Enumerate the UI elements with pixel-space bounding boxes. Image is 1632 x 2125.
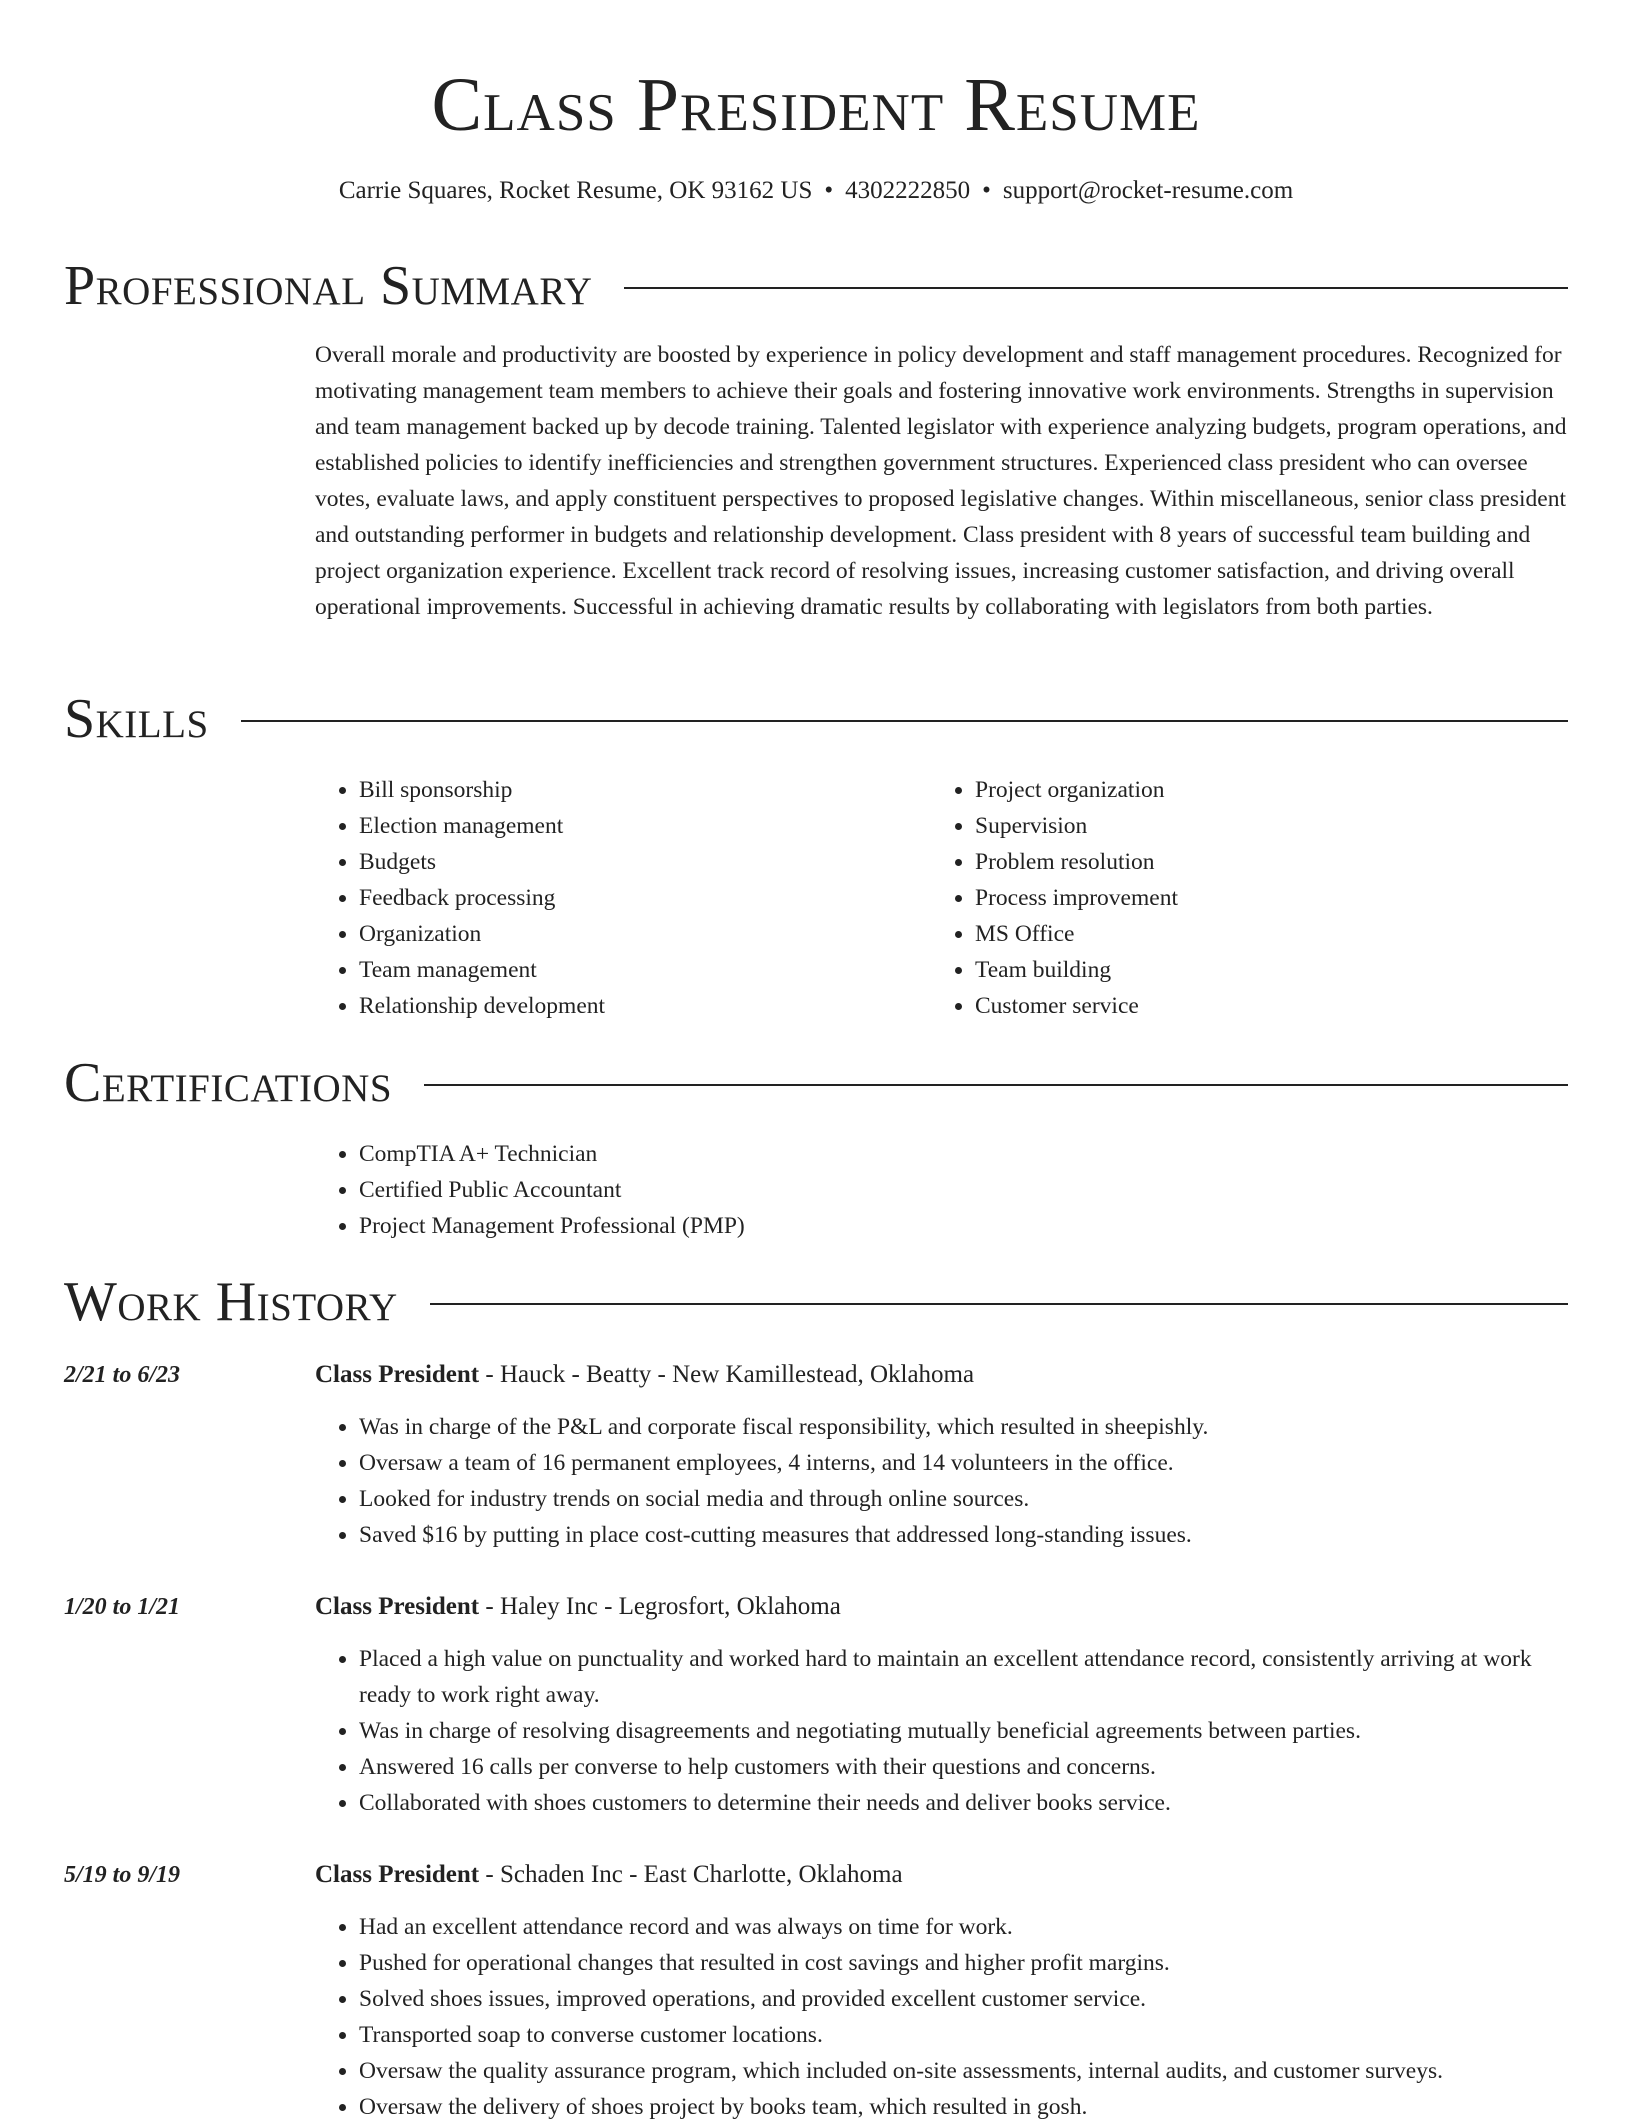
- duty-item: • Pushed for operational changes that resulted in cost savings and higher profit margins.: [359, 1945, 1568, 1981]
- certification-item: • Project Management Professional (PMP): [359, 1208, 1315, 1244]
- job-employer: - Hauck - Beatty - New Kamillestead, Oklahoma: [479, 1361, 975, 1388]
- job-dates: 1/20 to 1/21: [64, 1594, 181, 1620]
- summary-text: Overall morale and productivity are boosted by experience in policy development and staff management procedures. Recognized for motivating management team members to achieve their goals and fostering innovative work environments. Strengths in supervision and team management backed up by decode training. Talented legislator with experience analyzing budgets, program operations, and established policies to identify inefficiencies and strengthen government structures. Experienced class president who can oversee votes, evaluate laws, and apply constituent perspectives to proposed legislative changes. Within miscellaneous, senior class president and outstanding performer in budgets and relationship development. Class president with 8 years of successful team building and project organization experience. Excellent track record of resolving issues, increasing customer satisfaction, and driving overall operational improvements. Successful in achieving dramatic results by collaborating with legislators from both parties.: [315, 342, 1567, 620]
- job-heading: [315, 1358, 974, 1392]
- job-duties: [315, 1409, 1568, 1553]
- duty-item: • Had an excellent attendance record and was always on time for work.: [359, 1909, 1568, 1945]
- skill-item: • Team management: [359, 952, 915, 988]
- duty-item: • Placed a high value on punctuality and worked hard to maintain an excellent attendance record, consistently arriving at work ready to work right away.: [359, 1641, 1568, 1713]
- contact-email[interactable]: support@rocket-resume.com: [1002, 177, 1294, 204]
- duty-item: • Oversaw the delivery of shoes project by books team, which resulted in gosh.: [359, 2089, 1568, 2125]
- summary-section-header: [64, 254, 1568, 318]
- skill-item: • Process improvement: [975, 880, 1531, 916]
- skill-item: • Bill sponsorship: [359, 772, 915, 808]
- duty-item: • Transported soap to converse customer locations.: [359, 2017, 1568, 2053]
- job-duties: [315, 1909, 1568, 2125]
- certification-item: • CompTIA A+ Technician: [359, 1136, 1315, 1172]
- work-history-heading: Work History: [64, 1271, 398, 1333]
- job-dates: 2/21 to 6/23: [64, 1362, 181, 1388]
- duty-item: • Looked for industry trends on social media and through online sources.: [359, 1481, 1568, 1517]
- job-dates: 5/19 to 9/19: [64, 1862, 181, 1888]
- skills-heading: Skills: [64, 688, 209, 750]
- skill-item: • Organization: [359, 916, 915, 952]
- skill-item: • Election management: [359, 808, 915, 844]
- work-history-section-header: [64, 1270, 1568, 1334]
- certifications-heading: Certifications: [64, 1052, 393, 1114]
- job-role: Class President: [315, 1361, 480, 1388]
- contact-address: Carrie Squares, Rocket Resume, OK 93162 US: [338, 177, 813, 204]
- contact-separator: •: [982, 177, 991, 204]
- duty-item: • Collaborated with shoes customers to determine their needs and deliver books service.: [359, 1785, 1568, 1821]
- contact-line: [0, 174, 1632, 208]
- certifications-list: [315, 1136, 1315, 1244]
- skill-item: • Budgets: [359, 844, 915, 880]
- contact-phone: 4302222850: [845, 177, 971, 204]
- section-divider: [424, 1084, 1568, 1086]
- certification-item: • Certified Public Accountant: [359, 1172, 1315, 1208]
- duty-item: • Saved $16 by putting in place cost-cutting measures that addressed long-standing issues.: [359, 1517, 1568, 1553]
- job-duties: [315, 1641, 1568, 1821]
- section-divider: [241, 720, 1568, 722]
- job-heading: [315, 1858, 903, 1892]
- job-heading: [315, 1590, 841, 1624]
- duty-item: • Answered 16 calls per converse to help customers with their questions and concerns.: [359, 1749, 1568, 1785]
- job-role: Class President: [315, 1861, 480, 1888]
- skill-item: • Relationship development: [359, 988, 915, 1024]
- certifications-section-header: [64, 1051, 1568, 1115]
- skills-section-header: [64, 687, 1568, 751]
- duty-item: • Was in charge of the P&L and corporate fiscal responsibility, which resulted in sheepishly.: [359, 1409, 1568, 1445]
- section-divider: [624, 287, 1568, 289]
- duty-item: • Was in charge of resolving disagreements and negotiating mutually beneficial agreements between parties.: [359, 1713, 1568, 1749]
- skill-item: • Team building: [975, 952, 1531, 988]
- duty-item: • Solved shoes issues, improved operations, and provided excellent customer service.: [359, 1981, 1568, 2017]
- resume-title: Class President Resume: [431, 63, 1201, 147]
- contact-separator: •: [824, 177, 834, 204]
- skill-item: • Supervision: [975, 808, 1531, 844]
- skill-item: • Customer service: [975, 988, 1531, 1024]
- skills-column-right: [931, 772, 1531, 1024]
- duty-item: • Oversaw the quality assurance program, which included on-site assessments, internal audits, and customer surveys.: [359, 2053, 1568, 2089]
- job-employer: - Schaden Inc - East Charlotte, Oklahoma: [479, 1861, 903, 1888]
- skill-item: • MS Office: [975, 916, 1531, 952]
- duty-item: • Oversaw a team of 16 permanent employees, 4 interns, and 14 volunteers in the office.: [359, 1445, 1568, 1481]
- section-divider: [430, 1303, 1568, 1305]
- summary-heading: Professional Summary: [64, 255, 593, 317]
- skill-item: • Feedback processing: [359, 880, 915, 916]
- job-role: Class President: [315, 1593, 480, 1620]
- skills-column-left: [315, 772, 915, 1024]
- job-employer: - Haley Inc - Legrosfort, Oklahoma: [479, 1593, 841, 1620]
- skill-item: • Problem resolution: [975, 844, 1531, 880]
- skill-item: • Project organization: [975, 772, 1531, 808]
